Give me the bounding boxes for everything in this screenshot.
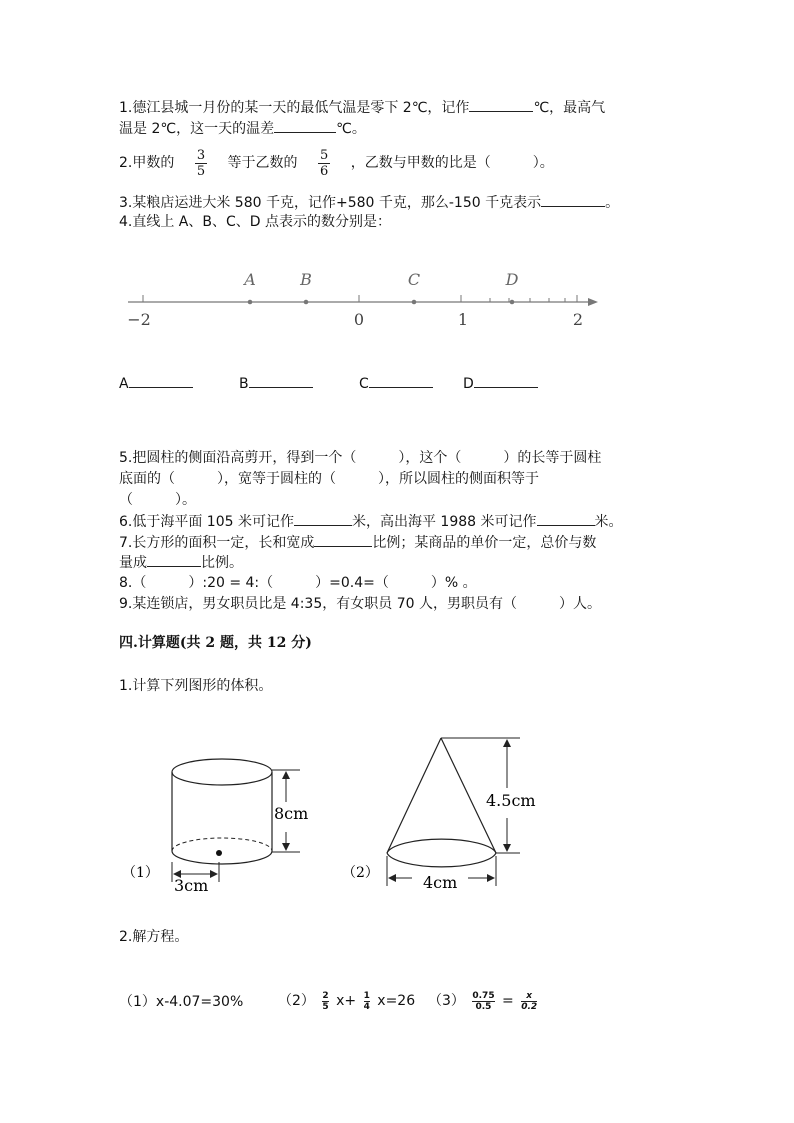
answer-d: D — [463, 373, 538, 394]
cylinder-top — [172, 759, 272, 785]
equation-1: （1）x-4.07=30% — [119, 994, 244, 1010]
question-6: 6.低于海平面 105 米可记作 米，高出海平 1988 米可记作 米。 — [119, 511, 623, 532]
cone-base-back — [387, 839, 496, 853]
question-1-line-1: 1.德江县城一月份的某一天的最低气温是零下 2℃，记作 ℃，最高气 — [119, 97, 605, 118]
question-5-line-2: 底面的（ ），宽等于圆柱的（ ），所以圆柱的侧面积等于 — [119, 471, 539, 487]
point-label-a: A — [244, 270, 256, 289]
point-a — [248, 300, 253, 305]
answer-blank[interactable] — [249, 373, 313, 388]
fraction: $\frac{1}{4}$ — [363, 990, 370, 1012]
equation-2: （2） $\frac{2}{5}$ x+ $\frac{1}{4}$ x=26 — [278, 990, 416, 1012]
question-1-line-2: 温是 2℃，这一天的温差 ℃。 — [119, 118, 366, 139]
answer-a: A — [119, 373, 193, 394]
answer-blank[interactable] — [469, 97, 533, 112]
tick-label: −2 — [127, 310, 151, 329]
calc-question-2: 2.解方程。 — [119, 929, 189, 945]
question-7-line-2: 量成 比例。 — [119, 552, 243, 573]
fraction: $\frac{0.75}{0.5}$ — [472, 990, 495, 1012]
answer-blank[interactable] — [474, 373, 538, 388]
arrow-up-icon — [282, 771, 290, 779]
question-9: 9.某连锁店，男女职员比是 4:35，有女职员 70 人，男职员有（ ）人。 — [119, 596, 601, 612]
radius-label: 3cm — [174, 876, 209, 895]
question-4: 4.直线上 A、B、C、D 点表示的数分别是： — [119, 214, 391, 230]
tick-label: 2 — [572, 310, 584, 329]
answer-b: B — [239, 373, 313, 394]
arrow-up-icon — [503, 739, 511, 747]
tick-label: 1 — [457, 310, 469, 329]
arrow-icon — [588, 298, 598, 306]
arrow-left-icon — [388, 874, 396, 882]
number-line — [120, 262, 610, 332]
point-label-c: C — [407, 270, 421, 289]
answer-blank[interactable] — [294, 511, 352, 526]
answer-blank[interactable] — [147, 552, 201, 567]
fraction: $\frac{5}{6}$ — [320, 147, 329, 179]
arrow-right-icon — [210, 870, 218, 878]
point-d — [510, 300, 515, 305]
fraction: $\frac{2}{5}$ — [322, 990, 329, 1012]
calc-question-1: 1.计算下列图形的体积。 — [119, 678, 273, 694]
question-5-line-1: 5.把圆柱的侧面沿高剪开，得到一个（ ），这个（ ）的长等于圆柱 — [119, 450, 602, 466]
answer-c: C — [359, 373, 433, 394]
tick-label: 0 — [353, 310, 365, 329]
question-7-line-1: 7.长方形的面积一定，长和宽成 比例；某商品的单价一定，总价与数 — [119, 532, 596, 553]
answer-blank[interactable] — [274, 118, 336, 133]
point-c — [412, 300, 417, 305]
answer-blank[interactable] — [129, 373, 193, 388]
cone-base-front — [387, 853, 496, 867]
answer-blank[interactable] — [537, 511, 595, 526]
fraction: $\frac{3}{5}$ — [196, 147, 206, 179]
question-5-line-3: （ ）。 — [119, 492, 196, 508]
question-8: 8.（ ）:20 = 4:（ ）=0.4=（ ）% 。 — [119, 575, 477, 591]
cone-side — [387, 738, 441, 853]
answer-blank[interactable] — [369, 373, 433, 388]
center-point — [216, 850, 222, 856]
fraction: $\frac{x}{0.2}$ — [521, 990, 538, 1012]
point-b — [304, 300, 309, 305]
arrow-down-icon — [282, 843, 290, 851]
cylinder-base-front — [172, 851, 272, 864]
answer-blank[interactable] — [541, 192, 605, 207]
figure-label: （2） — [342, 865, 379, 881]
section-heading: 四.计算题(共 2 题，共 12 分) — [119, 635, 312, 651]
point-label-d: D — [505, 270, 519, 289]
point-label-b: B — [300, 270, 312, 289]
arrow-right-icon — [487, 874, 495, 882]
answer-blank[interactable] — [314, 532, 372, 547]
figure-label: （1） — [122, 865, 159, 881]
cylinder-base-back — [172, 838, 272, 851]
arrow-down-icon — [503, 844, 511, 852]
question-3: 3.某粮店运进大米 580 千克，记作+580 千克，那么-150 千克表示 。 — [119, 192, 619, 213]
equation-3: （3） $\frac{0.75}{0.5}$ = $\frac{x}{0.2}$ — [428, 990, 538, 1012]
cone-figure — [340, 728, 560, 898]
cylinder-figure — [118, 750, 338, 900]
question-2: 2.甲数的 $\frac{3}{5}$ 等于乙数的 $\frac{5}{6}$ ，乙数与甲数的比是（ ）。 — [119, 147, 554, 179]
height-label: 4.5cm — [486, 791, 536, 810]
diameter-label: 4cm — [423, 873, 458, 892]
height-label: 8cm — [274, 804, 309, 823]
